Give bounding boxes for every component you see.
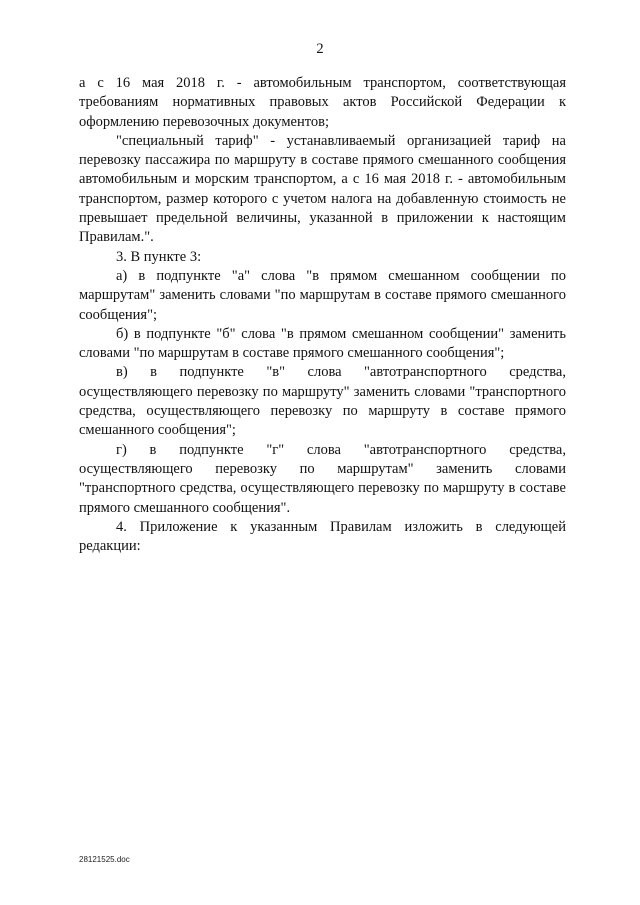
paragraph-continuation: а с 16 мая 2018 г. - автомобильным транспортом, соответствующая требованиям нормативных правовых актов Российской Федерации к оформлению перевозочных документов; (79, 75, 566, 130)
footer-document-code: 28121525.doc (79, 855, 130, 864)
paragraph-subitem-g: г) в подпункте "г" слова "автотранспортного средства, осуществляющего перевозку по маршрутам" заменить словами "транспортного средства, осуществляющего перевозку по маршруту в составе прямого смешанного сообщения". (79, 441, 566, 516)
document-body (79, 74, 566, 556)
paragraph-item-4: 4. Приложение к указанным Правилам изложить в следующей редакции: (79, 518, 566, 555)
paragraph-subitem-a: а) в подпункте "а" слова "в прямом смешанном сообщении по маршрутам" заменить словами "по маршрутам в составе прямого смешанного сообщения"; (79, 267, 566, 323)
paragraph-subitem-b: б) в подпункте "б" слова "в прямом смешанном сообщении" заменить словами "по маршрутам в составе прямого смешанного сообщения"; (79, 325, 566, 362)
page-number: 2 (316, 41, 324, 57)
paragraph-special-tariff-definition: "специальный тариф" - устанавливаемый организацией тариф на перевозку пассажира по маршруту в составе прямого смешанного сообщения автомобильным и морским транспортом, а с 16 мая 2018 г. - автомобильным транспортом, размер которого с учетом налога на добавленную стоимость не превышает предельной величины, указанной в приложении к настоящим Правилам.". (79, 132, 566, 246)
paragraph-item-3-heading: 3. В пункте 3: (116, 248, 202, 265)
paragraph-subitem-v: в) в подпункте "в" слова "автотранспортного средства, осуществляющего перевозку по маршруту" заменить словами "транспортного средства, осуществляющего перевозку по маршруту в составе прямого смешанного сообщения"; (79, 364, 566, 439)
